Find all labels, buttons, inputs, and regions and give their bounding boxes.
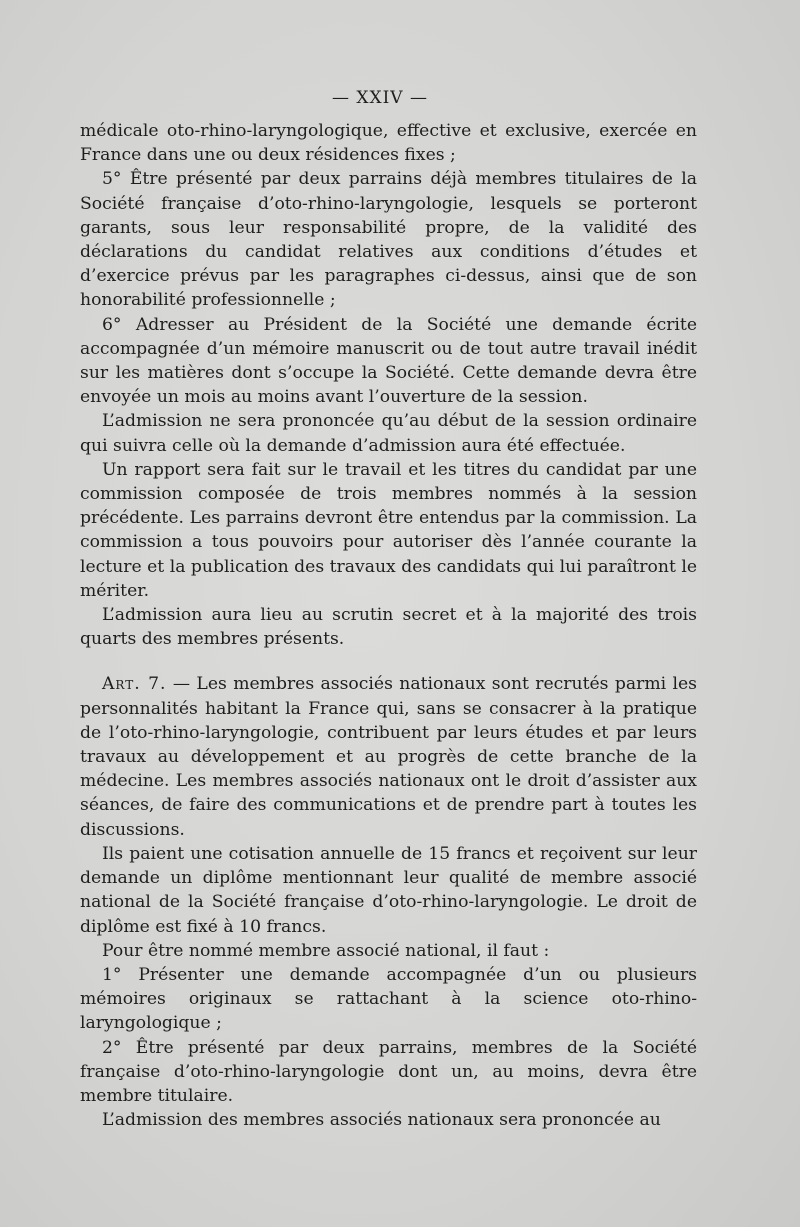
article-label: Art. 7.	[102, 674, 167, 695]
paragraph-scrutin: L’admission aura lieu au scrutin secret et à la majorité des trois quarts des membres présents.	[80, 605, 697, 650]
body-text	[80, 119, 697, 1132]
paragraph-admission-associes: L’admission des membres associés nationaux sera prononcée au	[102, 1110, 661, 1131]
paragraph-item-6: 6° Adresser au Président de la Société une demande écrite accompagnée d’un mémoire manuscrit ou de tout autre travail inédit sur les matières dont s’occupe la Société. Cette demande devra être envoyée un mois au moins avant l’ouverture de la session.	[80, 314, 697, 408]
paragraph-rapport: Un rapport sera fait sur le travail et les titres du candidat par une commission composée de trois membres nommés à la session précédente. Les parrains devront être entendus par la commission. La commission a tous pouvoirs pour autoriser dès l’année courante la lecture et la publication des travaux des candidats qui lui paraîtront le mériter.	[80, 459, 697, 601]
paragraph-cotisation: Ils paient une cotisation annuelle de 15 francs et reçoivent sur leur demande un diplôme mentionnant leur qualité de membre associé national de la Société française d’oto-rhino-laryngologie. Le droit de diplôme est fixé à 10 francs.	[80, 843, 697, 937]
paragraph-item-1: 1° Présenter une demande accompagnée d’un ou plusieurs mémoires originaux se rattachant à la science oto-rhino-laryngologique ;	[80, 964, 697, 1034]
page-header: — XXIV —	[331, 88, 428, 108]
paragraph-conditions: Pour être nommé membre associé national, il faut :	[102, 940, 550, 961]
article-7	[80, 672, 697, 841]
article-text: — Les membres associés nationaux sont recrutés parmi les personnalités habitant la France qui, sans se consacrer à la pratique de l’oto-rhino-laryngologie, contribuent par leurs études et par leurs travaux au développement et au progrès de cette branche de la médecine. Les membres associés nationaux ont le droit d’assister aux séances, de faire des communications et de prendre part à toutes les discussions.	[80, 674, 697, 840]
paragraph-admission: L’admission ne sera prononcée qu’au début de la session ordinaire qui suivra celle où la demande d’admission aura été effectuée.	[80, 411, 697, 456]
paragraph-item-2: 2° Être présenté par deux parrains, membres de la Société française d’oto-rhino-laryngologie dont un, au moins, devra être membre titulaire.	[80, 1037, 697, 1106]
paragraph-item-5: 5° Être présenté par deux parrains déjà membres titulaires de la Société française d’oto-rhino-laryngologie, lesquels se porteront garants, sous leur responsabilité propre, de la validité des déclarations du candidat relatives aux conditions d’études et d’exercice prévus par les paragraphes ci-dessus, ainsi que de son honorabilité professionnelle ;	[80, 169, 697, 311]
paragraph-continuation: médicale oto-rhino-laryngologique, effective et exclusive, exercée en France dans une ou deux résidences fixes ;	[80, 121, 697, 166]
